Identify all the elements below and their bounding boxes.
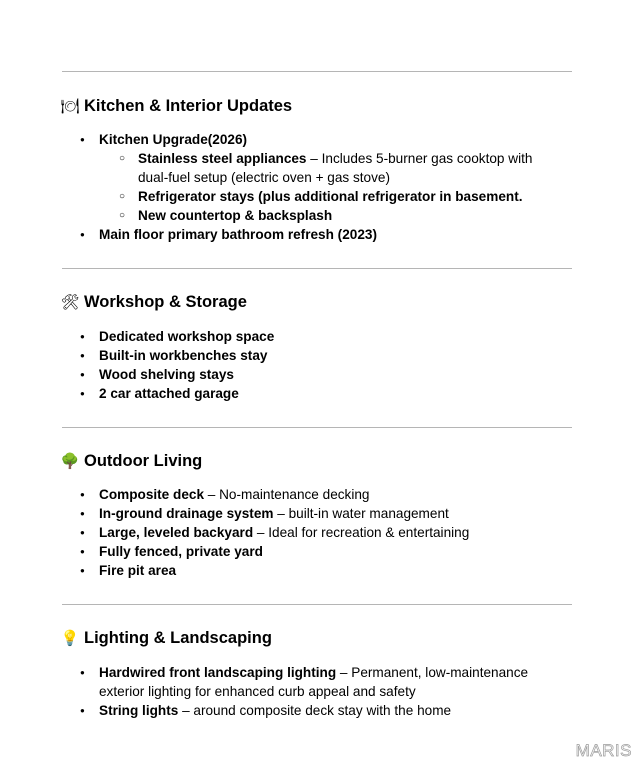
list-item-text: – Permanent, low-maintenance exterior lighting for enhanced curb appeal and safety — [99, 665, 529, 699]
list-item — [0, 384, 560, 403]
light-bulb-icon: 💡 — [60, 629, 80, 647]
list-item-bold: New countertop & backsplash — [138, 208, 333, 223]
list-item — [0, 504, 560, 523]
list-item-bold: Fire pit area — [99, 563, 177, 578]
section-divider — [62, 427, 572, 428]
section-divider — [62, 604, 572, 605]
list-item-text: – No-maintenance decking — [204, 487, 370, 502]
list-item — [0, 225, 560, 244]
sub-list-item — [99, 206, 560, 225]
list-item — [0, 701, 560, 720]
lighting-list — [0, 663, 560, 720]
list-item-bold: Hardwired front landscaping lighting — [99, 665, 337, 680]
list-item-bold: Fully fenced, private yard — [99, 544, 263, 559]
list-item-text: – around composite deck stay with the home — [178, 703, 452, 718]
list-item-bold: 2 car attached garage — [99, 386, 239, 401]
list-item-bold: Refrigerator stays (plus additional refrigerator in basement. — [138, 189, 523, 204]
list-item-bold: Large, leveled backyard — [99, 525, 254, 540]
list-item-bold: Stainless steel appliances — [138, 151, 307, 166]
kitchen-sublist — [99, 149, 560, 225]
list-item-bold: Composite deck — [99, 487, 204, 502]
kitchen-list — [0, 130, 560, 244]
section-heading-workshop — [60, 292, 247, 312]
section-divider — [62, 71, 572, 72]
section-divider — [62, 268, 572, 269]
section-heading-lighting — [60, 628, 272, 648]
section-title: Kitchen & Interior Updates — [84, 97, 293, 115]
outdoor-list — [0, 485, 560, 580]
list-item — [0, 561, 560, 580]
tree-icon: 🌳 — [60, 452, 80, 470]
list-item-text: – Includes 5-burner gas cooktop with dual-fuel setup (electric oven + gas stove) — [138, 151, 533, 185]
fork-and-knife-plate-icon: 🍽 — [60, 97, 80, 115]
list-item-text: – Ideal for recreation & entertaining — [253, 525, 470, 540]
sub-list-item — [99, 149, 560, 187]
section-heading-kitchen — [60, 96, 292, 116]
sub-list-item — [99, 187, 560, 206]
workshop-list — [0, 327, 560, 403]
hammer-and-wrench-icon: 🛠 — [60, 293, 80, 311]
list-item — [0, 130, 560, 225]
list-item — [0, 542, 560, 561]
section-heading-outdoor — [60, 451, 202, 471]
list-item — [0, 327, 560, 346]
section-title: Lighting & Landscaping — [84, 629, 272, 647]
list-item-text: – built-in water management — [273, 506, 449, 521]
section-title: Workshop & Storage — [84, 293, 247, 311]
list-item-bold: Main floor primary bathroom refresh (2023) — [99, 227, 377, 242]
list-item-bold: Built-in workbenches stay — [99, 348, 268, 363]
list-item — [0, 346, 560, 365]
list-item-bold: Dedicated workshop space — [99, 329, 275, 344]
list-item — [0, 663, 560, 701]
list-item-bold: Wood shelving stays — [99, 367, 234, 382]
list-item-bold: Kitchen Upgrade(2026) — [99, 132, 248, 147]
maris-watermark: MARIS — [575, 741, 632, 760]
list-item — [0, 365, 560, 384]
section-title: Outdoor Living — [84, 452, 203, 470]
list-item-bold: String lights — [99, 703, 179, 718]
list-item — [0, 523, 560, 542]
list-item — [0, 485, 560, 504]
list-item-bold: In-ground drainage system — [99, 506, 274, 521]
